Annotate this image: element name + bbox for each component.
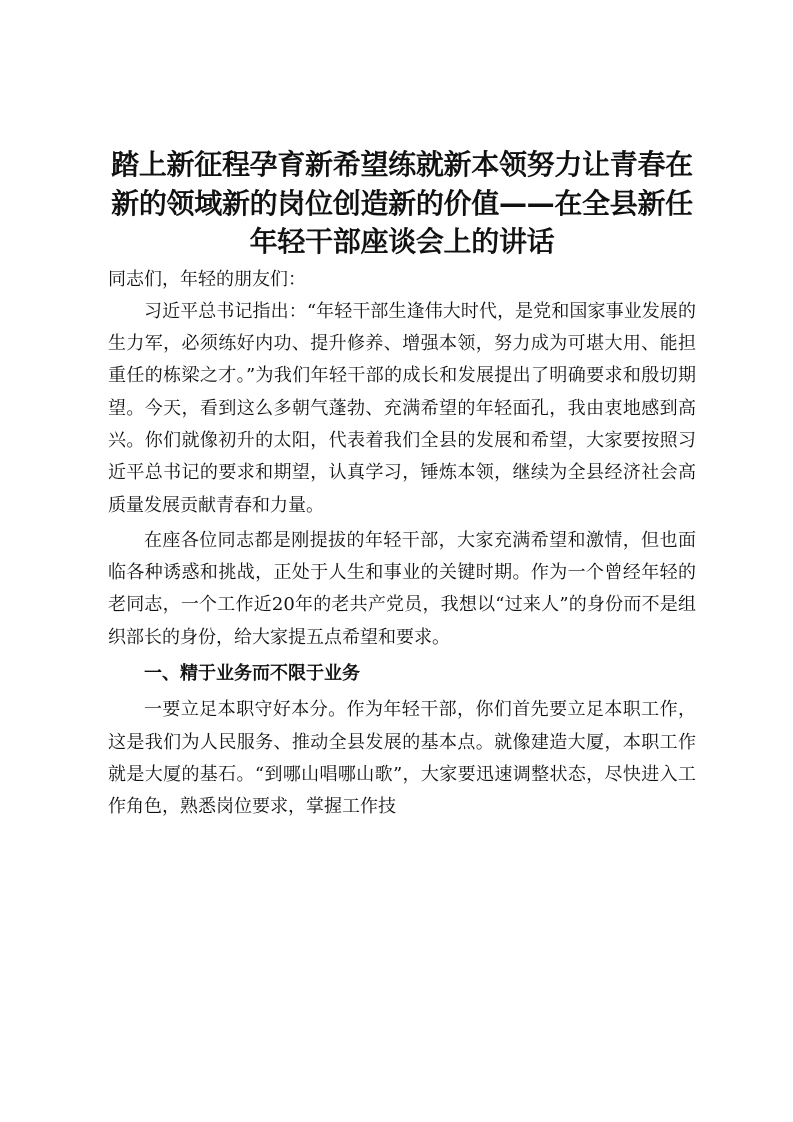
document-title: 踏上新征程孕育新希望练就新本领努力让青春在新的领域新的岗位创造新的价值——在全县新任年轻干部座谈会上的讲话	[111, 148, 693, 258]
section-heading: 一、精于业务而不限于业务	[144, 663, 360, 685]
paragraph-2: 在座各位同志都是刚提拔的年轻干部，大家充满希望和激情，但也面临各种诱惑和挑战，正处于人生和事业的关键时期。作为一个曾经年轻的老同志，一个工作近20年的老共产党员，我想以“过来人”的身份而不是组织部长的身份，给大家提五点希望和要求。	[108, 529, 696, 648]
document-page	[108, 146, 696, 824]
paragraph-1: 习近平总书记指出：“年轻干部生逢伟大时代，是党和国家事业发展的生力军，必须练好内功、提升修养、增强本领，努力成为可堪大用、能担重任的栋梁之才。”为我们年轻干部的成长和发展提出了明确要求和殷切期望。今天，看到这么多朝气蓬勃、充满希望的年轻面孔，我由衷地感到高兴。你们就像初升的太阳，代表着我们全县的发展和希望，大家要按照习近平总书记的要求和期望，认真学习，锤炼本领，继续为全县经济社会高质量发展贡献青春和力量。	[108, 300, 696, 516]
section-paragraph: 一要立足本职守好本分。作为年轻干部，你们首先要立足本职工作，这是我们为人民服务、推动全县发展的基本点。就像建造大厦，本职工作就是大厦的基石。“到哪山唱哪山歌”，大家要迅速调整状态，尽快进入工作角色，熟悉岗位要求，掌握工作技	[108, 699, 696, 818]
salutation: 同志们，年轻的朋友们：	[108, 268, 306, 290]
